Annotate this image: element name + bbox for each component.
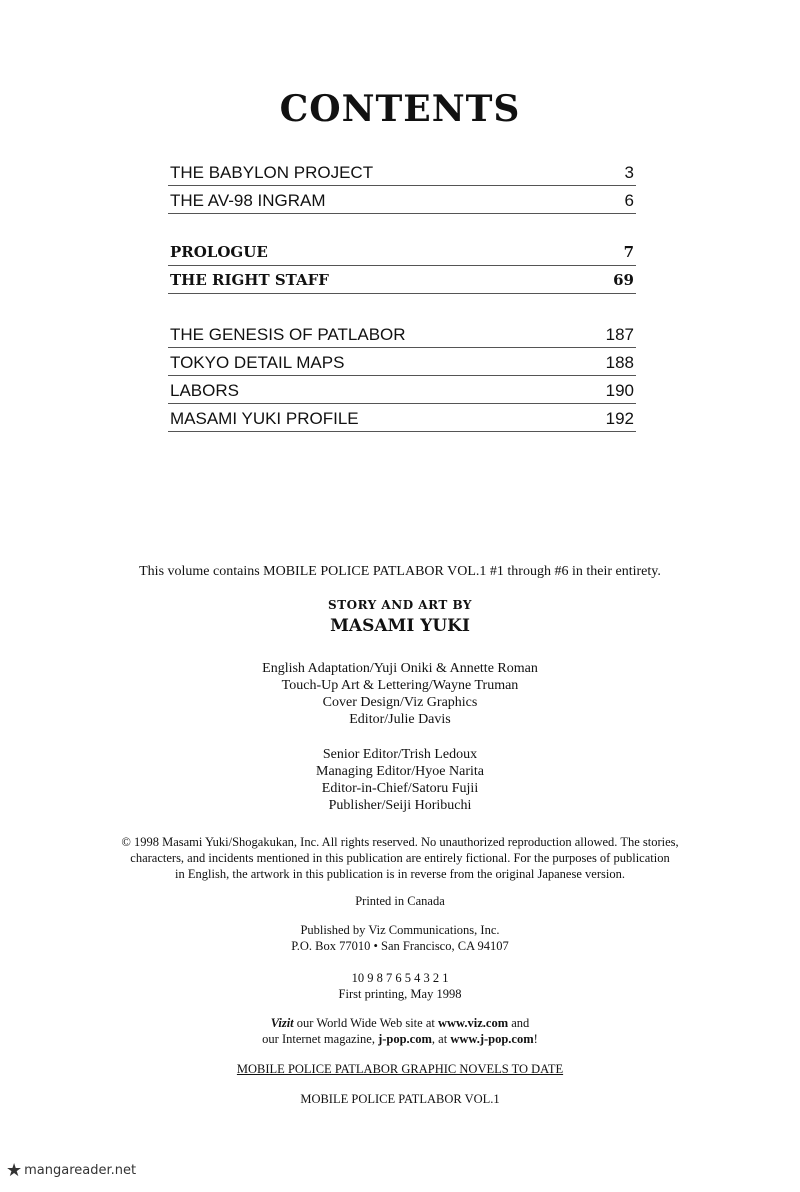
copyright-line: © 1998 Masami Yuki/Shogakukan, Inc. All rights reserved. No unauthorized reproduction allowed. The stories, [121,835,679,849]
toc-row[interactable] [168,186,636,214]
jpop-www-url-link[interactable]: www.j-pop.com [450,1032,534,1046]
credit-line: Editor-in-Chief/Satoru Fujii [321,781,479,796]
printing-date: First printing, May 1998 [338,987,462,1001]
toc-label: MASAMI YUKI PROFILE [170,409,359,428]
web-text: , at [431,1032,451,1046]
toc-page-number: 6 [624,191,634,210]
printing-number-line: 10 9 8 7 6 5 4 3 2 1 [351,971,449,985]
printed-in: Printed in Canada [355,894,445,908]
web-text: our World Wide Web site at [293,1016,438,1030]
viz-url-link[interactable]: www.viz.com [437,1016,509,1030]
printing-block [0,970,800,1002]
credits-block-1 [0,660,800,728]
publisher-block [0,922,800,954]
volume-note: This volume contains MOBILE POLICE PATLABOR VOL.1 #1 through #6 in their entirety. [139,564,661,579]
toc-group-2 [168,238,636,294]
toc-label: THE GENESIS OF PATLABOR [170,325,406,344]
credit-line: Managing Editor/Hyoe Narita [316,764,484,779]
toc-row[interactable] [168,266,636,294]
toc-group-3 [168,320,636,432]
toc-row[interactable] [168,404,636,432]
credit-line: Cover Design/Viz Graphics [322,695,478,710]
toc-page-number: 7 [623,243,634,261]
toc-page-number: 3 [624,163,634,182]
toc-row[interactable] [168,320,636,348]
toc-label: LABORS [170,381,239,400]
story-by-label: STORY AND ART BY [328,598,472,612]
web-text: our Internet magazine, [262,1032,379,1046]
toc-row[interactable] [168,348,636,376]
copyright-notice [60,834,740,882]
copyright-line: characters, and incidents mentioned in this publication are entirely fictional. For the purposes of publication [130,851,670,865]
credit-line: Editor/Julie Davis [349,712,451,727]
toc-label: PROLOGUE [170,243,268,261]
publisher-line: Published by Viz Communications, Inc. [300,923,500,937]
credit-line: Publisher/Seiji Horibuchi [328,798,472,813]
author-name: MASAMI YUKI [330,616,470,636]
credit-line: Senior Editor/Trish Ledoux [322,747,478,762]
toc-page-number: 192 [605,409,634,428]
vizit-word: Vizit [270,1016,294,1030]
credits-block-2 [0,746,800,814]
publisher-address: P.O. Box 77010 • San Francisco, CA 94107 [291,939,509,953]
toc-row[interactable] [168,376,636,404]
credit-line: English Adaptation/Yuji Oniki & Annette Roman [262,661,538,676]
copyright-line: in English, the artwork in this publication is in reverse from the original Japanese version. [175,867,625,881]
toc-row[interactable] [168,238,636,266]
toc-label: THE BABYLON PROJECT [170,163,374,182]
toc-label: THE AV-98 INGRAM [170,191,326,210]
jpop-url-link[interactable]: j-pop.com [378,1032,432,1046]
toc-group-1 [168,158,636,214]
web-text: ! [533,1032,538,1046]
web-text: and [508,1016,530,1030]
toc-page-number: 190 [605,381,634,400]
watermark [6,1160,136,1181]
watermark-text: mangareader.net [24,1163,137,1178]
novel-item: MOBILE POLICE PATLABOR VOL.1 [300,1092,500,1106]
toc-row[interactable] [168,158,636,186]
toc-label: THE RIGHT STAFF [170,271,329,289]
credit-line: Touch-Up Art & Lettering/Wayne Truman [281,678,519,693]
web-block [0,1015,800,1047]
page-title: CONTENTS [279,88,521,130]
star-logo-icon: ★ [6,1160,23,1181]
toc-label: TOKYO DETAIL MAPS [170,353,345,372]
novels-heading: MOBILE POLICE PATLABOR GRAPHIC NOVELS TO DATE [236,1062,564,1076]
toc-page-number: 187 [605,325,634,344]
toc-page-number: 188 [605,353,634,372]
toc-page-number: 69 [613,271,634,289]
